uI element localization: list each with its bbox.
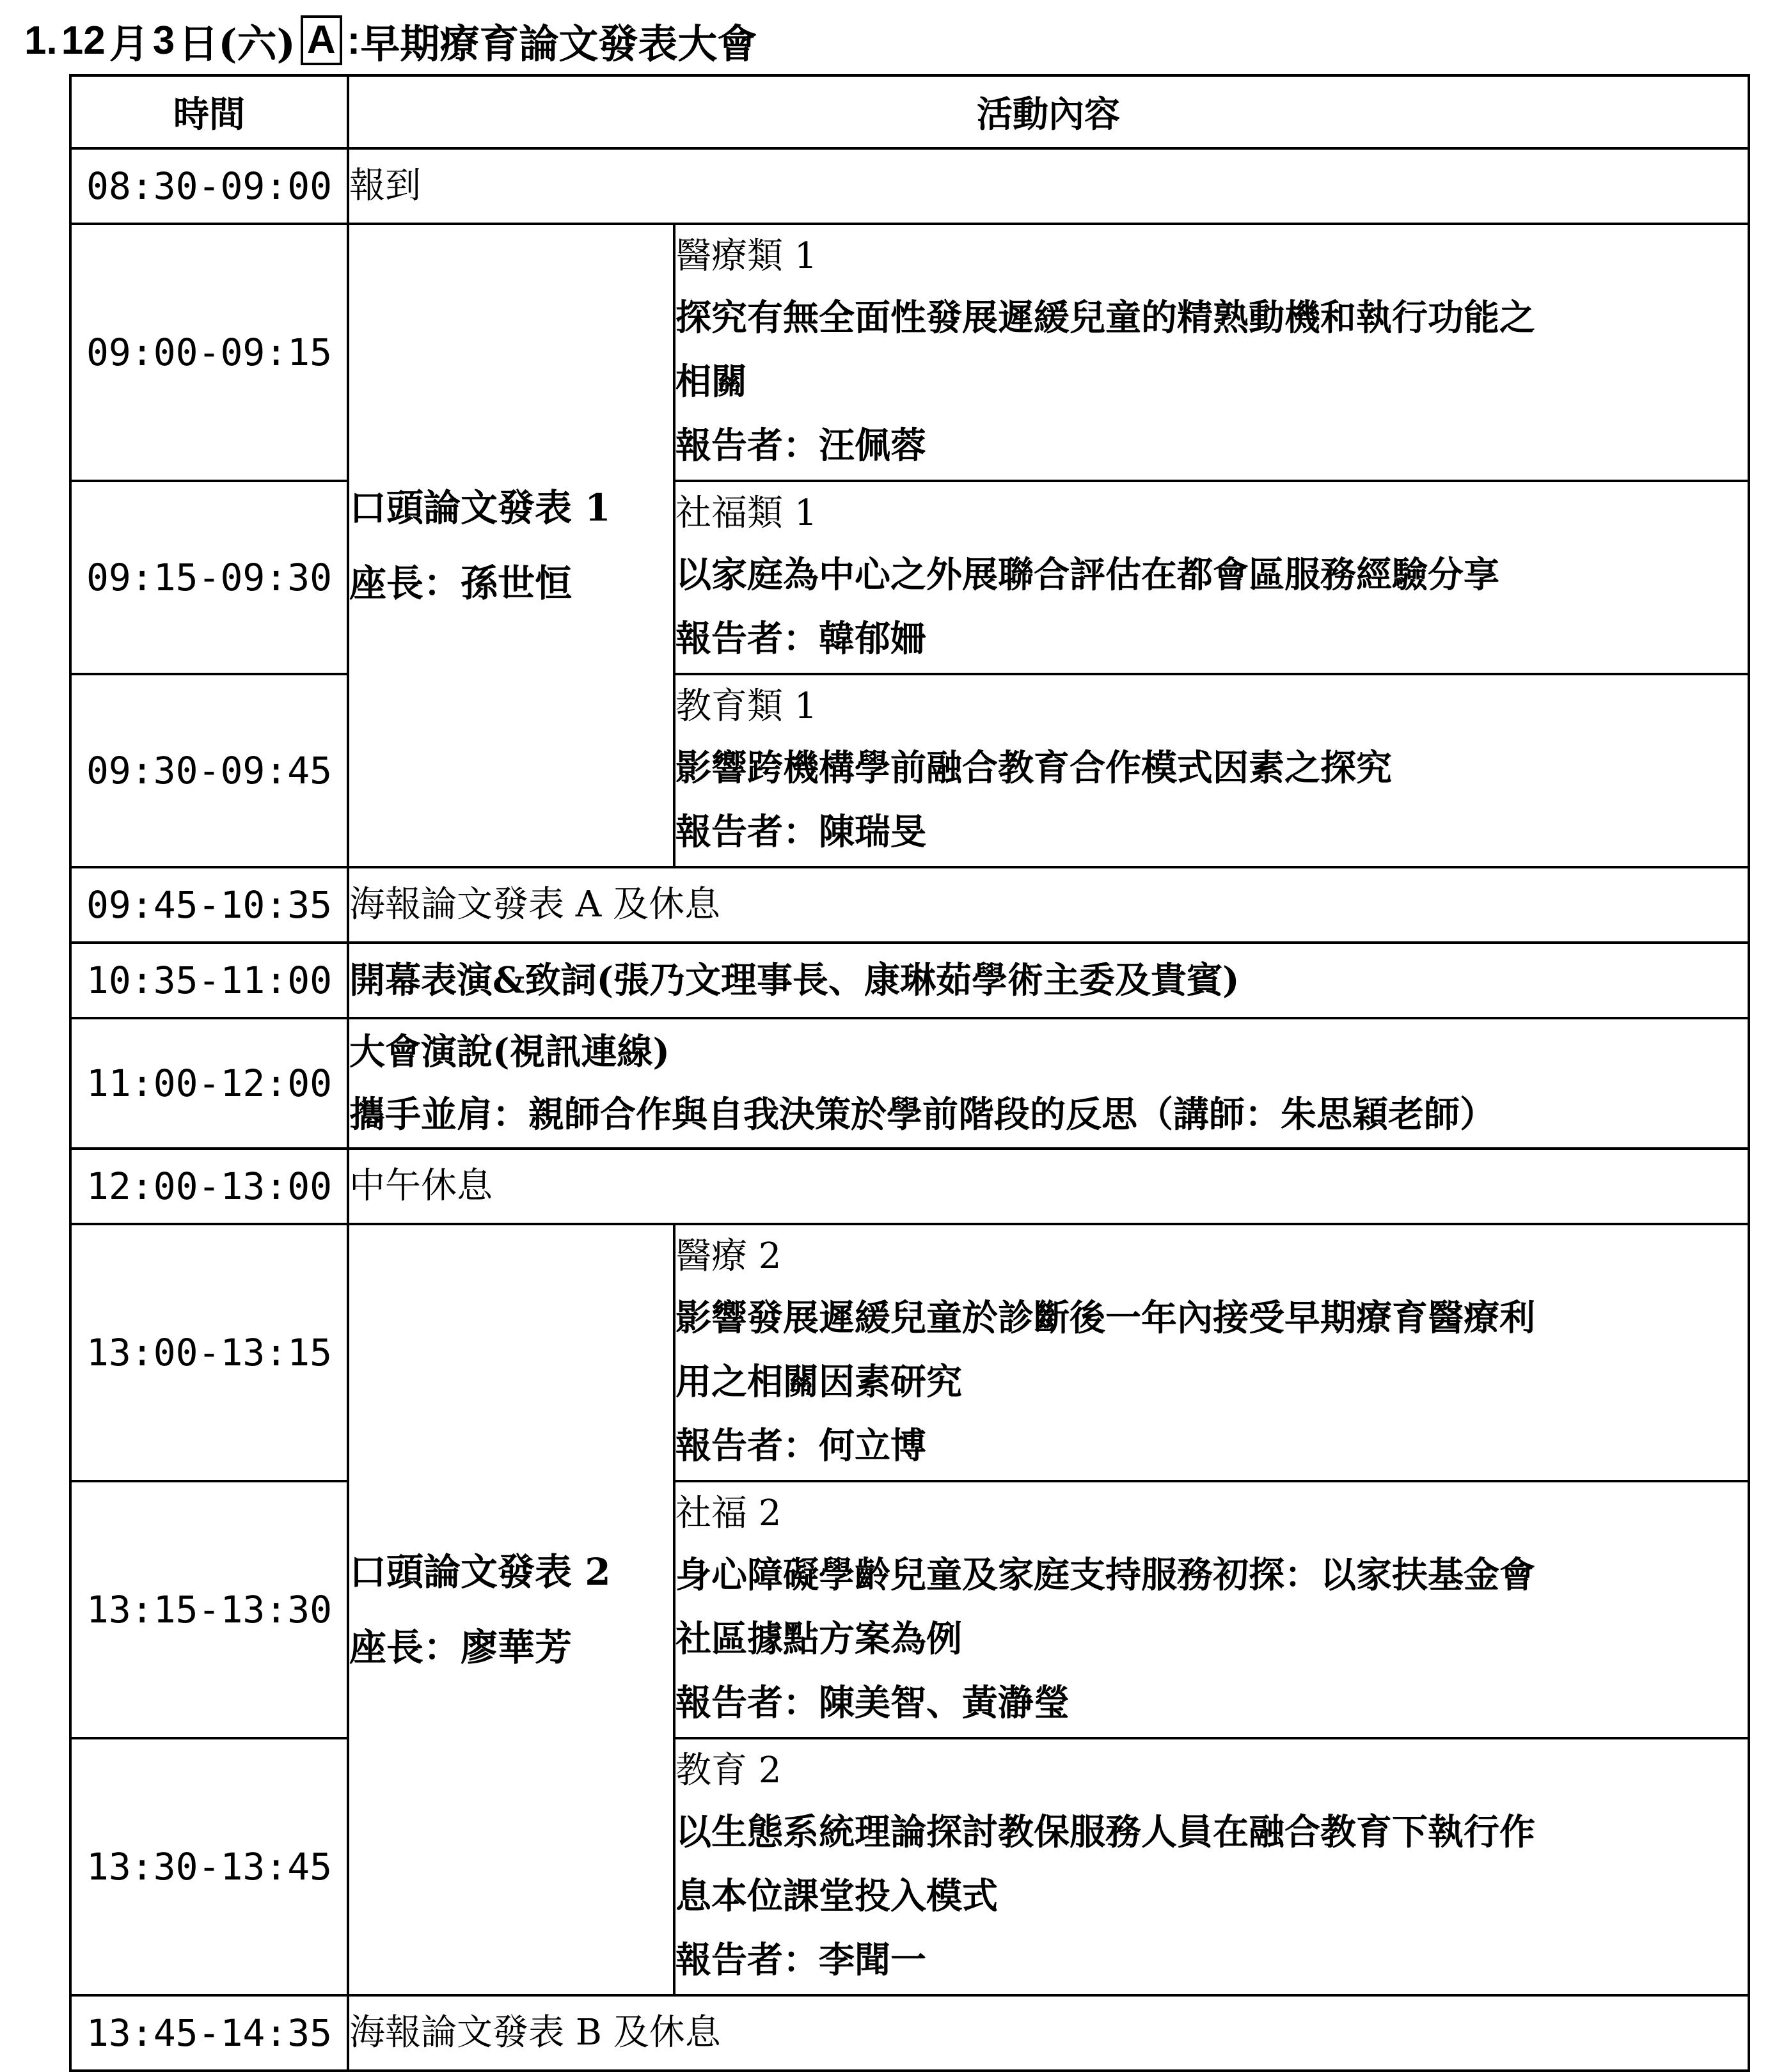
talk-title-line: 用之相關因素研究 [675, 1361, 962, 1403]
heading-weekday: (六) [218, 20, 296, 67]
table-row [70, 1738, 1749, 1995]
heading-day: 3 [152, 18, 175, 63]
time-cell: 09:45-10:35 [70, 867, 348, 943]
table-row [70, 1224, 1749, 1481]
session-chair: 座長：廖華芳 [349, 1626, 573, 1669]
time-cell: 13:45-14:35 [70, 1995, 348, 2071]
activity-cell [348, 148, 1749, 224]
time-cell: 10:35-11:00 [70, 943, 348, 1018]
section-heading [24, 12, 757, 69]
talk-title-line: 息本位課堂投入模式 [675, 1875, 998, 1917]
talk-cell [674, 481, 1749, 674]
talk-title-line: 影響發展遲緩兒童於診斷後一年內接受早期療育醫療利 [675, 1297, 1535, 1339]
talk-category: 醫療 2 [675, 1236, 782, 1277]
table-row [70, 1018, 1749, 1149]
table-header-row [70, 75, 1749, 148]
talk-title-line: 影響跨機構學前融合教育合作模式因素之探究 [675, 747, 1392, 789]
talk-category: 教育類 1 [675, 686, 817, 727]
time-cell: 09:30-09:45 [70, 674, 348, 867]
keynote-topic: 攜手並肩：親師合作與自我決策於學前階段的反思（講師：朱思穎老師） [349, 1094, 1496, 1136]
activity-text: 開幕表演&致詞(張乃文理事長、康琳茹學術主委及貴賓) [349, 959, 1240, 1001]
talk-presenter: 報告者：陳美智、黃瀞瑩 [675, 1682, 1070, 1724]
table-row [70, 224, 1749, 481]
header-time: 時間 [70, 75, 348, 148]
activity-text: 報到 [349, 165, 421, 207]
activity-text: 海報論文發表 A 及休息 [349, 884, 721, 925]
time-cell: 09:00-09:15 [70, 224, 348, 481]
time-cell: 12:00-13:00 [70, 1149, 348, 1224]
talk-presenter: 報告者：汪佩蓉 [675, 425, 926, 467]
session-name: 口頭論文發表 2 [349, 1550, 611, 1594]
table-row [70, 148, 1749, 224]
table-row [70, 1149, 1749, 1224]
time-cell: 13:15-13:30 [70, 1481, 348, 1738]
activity-cell [348, 1149, 1749, 1224]
time-cell: 08:30-09:00 [70, 148, 348, 224]
heading-colon: : [347, 18, 361, 63]
talk-cell [674, 1738, 1749, 1995]
talk-title-line: 身心障礙學齡兒童及家庭支持服務初探：以家扶基金會 [675, 1554, 1535, 1596]
talk-category: 醫療類 1 [675, 235, 817, 277]
talk-cell [674, 1224, 1749, 1481]
talk-title-line: 以家庭為中心之外展聯合評估在都會區服務經驗分享 [675, 554, 1499, 596]
activity-cell [348, 867, 1749, 943]
talk-presenter: 報告者：何立博 [675, 1425, 926, 1467]
section-number: 1. [24, 18, 58, 63]
heading-month: 12 [61, 18, 106, 63]
talk-category: 社福類 1 [675, 492, 817, 534]
schedule-table [69, 74, 1750, 2072]
table-row [70, 481, 1749, 674]
table-row [70, 867, 1749, 943]
talk-presenter: 報告者：韓郁姍 [675, 618, 926, 660]
time-cell: 11:00-12:00 [70, 1018, 348, 1149]
talk-category: 社福 2 [675, 1493, 782, 1534]
time-cell: 13:00-13:15 [70, 1224, 348, 1481]
talk-presenter: 報告者：陳瑞旻 [675, 811, 926, 853]
session-letter-box: A [301, 15, 342, 65]
activity-cell [348, 1018, 1749, 1149]
talk-title-line: 探究有無全面性發展遲緩兒童的精熟動機和執行功能之 [675, 297, 1535, 339]
talk-title-line: 相關 [675, 361, 747, 403]
talk-presenter: 報告者：李聞一 [675, 1939, 926, 1981]
table-row [70, 943, 1749, 1018]
activity-text: 海報論文發表 B 及休息 [349, 2012, 721, 2053]
session-chair: 座長：孫世恒 [349, 561, 573, 605]
session-cell [348, 224, 674, 867]
talk-title-line: 以生態系統理論探討教保服務人員在融合教育下執行作 [675, 1811, 1535, 1853]
table-row [70, 1995, 1749, 2071]
heading-title: 早期療育論文發表大會 [360, 20, 757, 67]
heading-month-char: 月 [109, 20, 149, 67]
time-cell: 13:30-13:45 [70, 1738, 348, 1995]
keynote-title: 大會演說(視訊連線) [349, 1031, 670, 1073]
table-row [70, 674, 1749, 867]
activity-cell [348, 1995, 1749, 2071]
talk-cell [674, 1481, 1749, 1738]
session-name: 口頭論文發表 1 [349, 486, 611, 530]
table-row [70, 1481, 1749, 1738]
header-content: 活動內容 [348, 75, 1749, 148]
talk-cell [674, 224, 1749, 481]
talk-title-line: 社區據點方案為例 [675, 1618, 962, 1660]
activity-text: 中午休息 [349, 1165, 493, 1207]
talk-category: 教育 2 [675, 1750, 782, 1791]
heading-day-char: 日 [178, 20, 219, 67]
session-cell [348, 1224, 674, 1995]
time-cell: 09:15-09:30 [70, 481, 348, 674]
activity-cell [348, 943, 1749, 1018]
talk-cell [674, 674, 1749, 867]
